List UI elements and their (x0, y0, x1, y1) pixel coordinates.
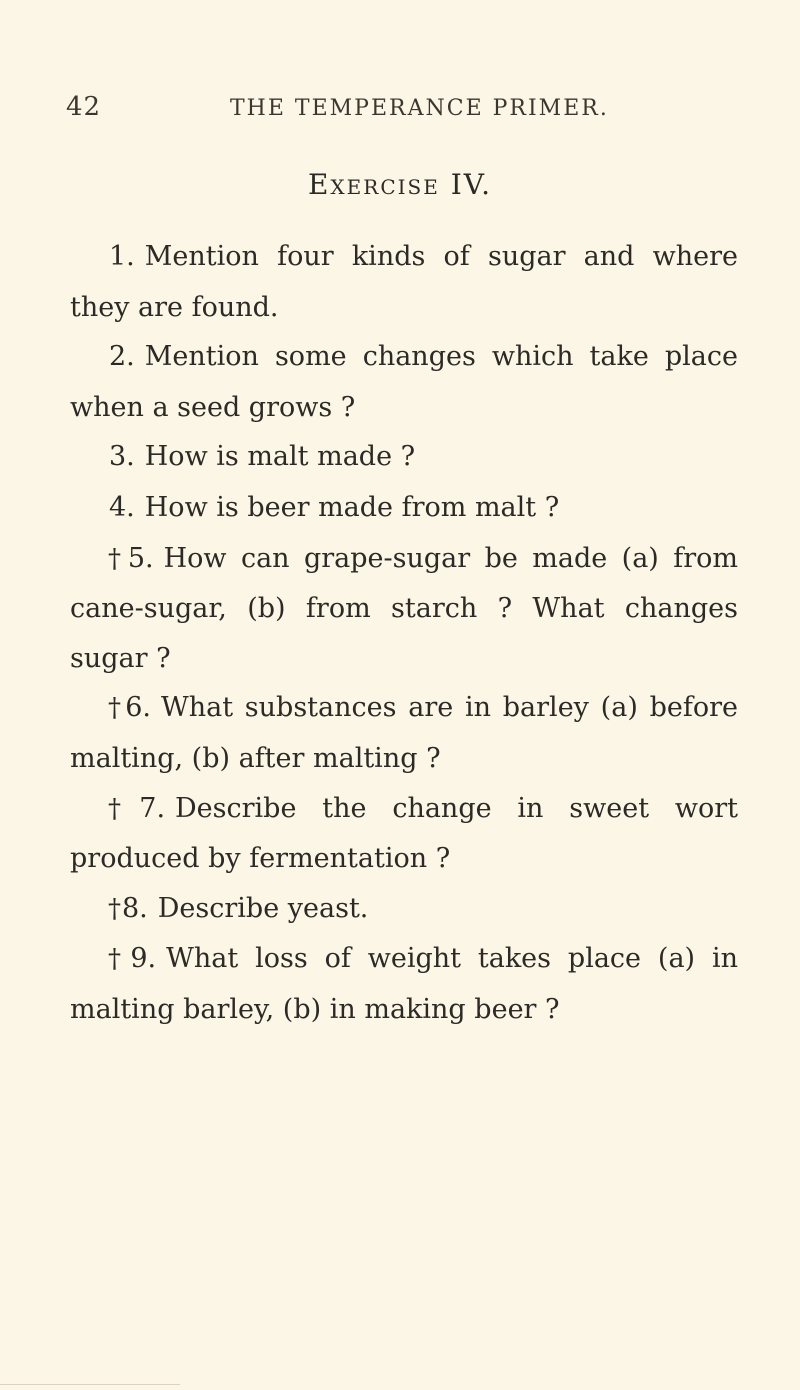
question-number: 2. (109, 341, 135, 373)
question-text: Mention four kinds of sugar and where they are found. (70, 241, 738, 323)
question-number: 7. (139, 792, 166, 824)
page-header (0, 92, 800, 132)
question-item (70, 332, 738, 432)
question-item (70, 483, 738, 534)
question-number: 1. (109, 241, 135, 272)
question-text: Mention some changes which take place when a seed grows ? (70, 341, 738, 423)
question-number: 9. (130, 943, 157, 975)
question-item (70, 432, 738, 483)
question-item (70, 784, 738, 884)
dagger-mark: † (108, 543, 127, 574)
question-text: How can grape-sugar be made (a) from cane-sugar, (b) from starch ? What changes sugar ? (70, 542, 738, 674)
exercise-title: Exercise IV. (307, 168, 493, 201)
question-item (70, 884, 738, 935)
question-number: 6. (125, 692, 151, 724)
question-text: What loss of weight takes place (a) in malting barley, (b) in making beer ? (70, 943, 739, 1025)
question-item (70, 683, 738, 783)
question-number: 5. (127, 542, 154, 574)
question-item (70, 934, 738, 1034)
question-item (70, 534, 738, 684)
question-text: Describe the change in sweet wort produced by fermentation ? (70, 792, 739, 875)
question-text: How is malt made ? (144, 441, 416, 473)
dagger-mark: † (108, 893, 121, 924)
dagger-mark: † (108, 793, 139, 824)
question-number: 4. (109, 491, 135, 523)
question-item (70, 232, 738, 332)
dagger-mark: † (108, 693, 125, 724)
question-list (70, 232, 738, 1035)
page-edge-rule (0, 1384, 180, 1385)
question-number: 8. (122, 892, 148, 924)
question-number: 3. (109, 441, 135, 473)
dagger-mark: † (108, 944, 130, 975)
question-text: Describe yeast. (157, 892, 369, 924)
question-text: What substances are in barley (a) before malting, (b) after malting ? (70, 692, 739, 774)
running-head: THE TEMPERANCE PRIMER. (230, 96, 609, 121)
question-text: How is beer made from malt ? (144, 491, 560, 523)
page-number: 42 (66, 92, 102, 122)
